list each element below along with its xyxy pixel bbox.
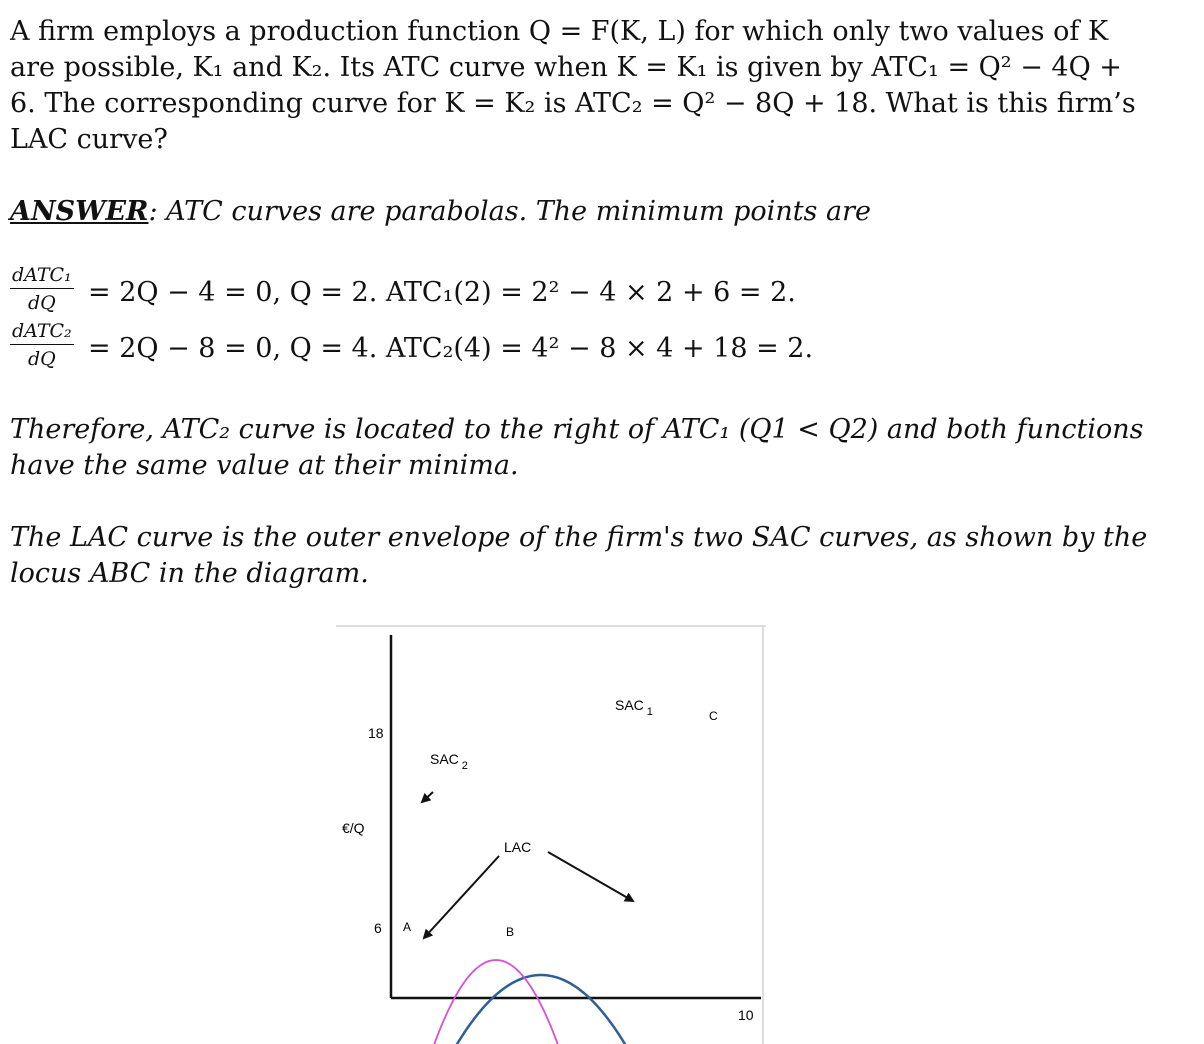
lac-arrow-c — [548, 852, 633, 901]
derivative-denominator-2: dQ — [27, 348, 56, 370]
y-axis-label: €/Q — [342, 820, 365, 836]
answer-line — [10, 194, 1190, 230]
point-a-label: A — [403, 920, 412, 934]
lac-diagram — [336, 625, 766, 1044]
derivative-equation-1: = 2Q − 4 = 0, Q = 2. ATC₁(2) = 2² − 4 × 2 + 6 = 2. — [88, 277, 796, 308]
x-tick-10: 10 — [738, 1007, 754, 1023]
sac1-label — [615, 697, 653, 718]
answer-label: ANSWER — [10, 196, 149, 227]
sac2-label — [430, 751, 468, 772]
question-line-1: A firm employs a production function Q = F(K, L) for which only two values of K — [10, 16, 1109, 47]
sac2-label-sub: 2 — [461, 760, 468, 772]
derivative-numerator-2: dATC₂ — [10, 318, 74, 345]
lac-text-line-1: The LAC curve is the outer envelope of the firm's two SAC curves, as shown by the — [10, 522, 1148, 553]
point-b-label: B — [506, 925, 515, 939]
lac-arrow-a — [424, 856, 499, 938]
y-tick-18: 18 — [368, 725, 384, 741]
therefore-line-1: Therefore, ATC₂ curve is located to the right of ATC₁ (Q1 < Q2) and both functions — [10, 414, 1144, 445]
sac1-label-sub: 1 — [646, 706, 653, 718]
sac-1-curve — [398, 960, 636, 1044]
lac-label: LAC — [504, 839, 532, 855]
derivative-fraction-1 — [10, 262, 74, 317]
derivative-denominator-1: dQ — [27, 292, 56, 314]
derivative-numerator-1: dATC₁ — [10, 262, 74, 289]
question-line-2: are possible, K₁ and K₂. Its ATC curve when K = K₁ is given by ATC₁ = Q² − 4Q + — [10, 52, 1122, 83]
y-tick-6: 6 — [374, 920, 382, 936]
derivative-fraction-2 — [10, 318, 74, 373]
question-line-4: LAC curve? — [10, 124, 168, 155]
sac2-arrow — [422, 792, 433, 802]
answer-intro: : ATC curves are parabolas. The minimum points are — [148, 196, 871, 227]
sac1-label-text: SAC — [615, 697, 644, 713]
point-c-label: C — [709, 709, 718, 723]
therefore-line-2: have the same value at their minima. — [10, 450, 519, 481]
lac-envelope-curve — [396, 975, 716, 1044]
lac-text-line-2: locus ABC in the diagram. — [10, 558, 369, 589]
question-line-3: 6. The corresponding curve for K = K₂ is ATC₂ = Q² − 8Q + 18. What is this firm’s — [10, 88, 1136, 119]
derivative-equation-2: = 2Q − 8 = 0, Q = 4. ATC₂(4) = 4² − 8 × 4 + 18 = 2. — [88, 333, 814, 364]
sac2-label-text: SAC — [430, 751, 459, 767]
